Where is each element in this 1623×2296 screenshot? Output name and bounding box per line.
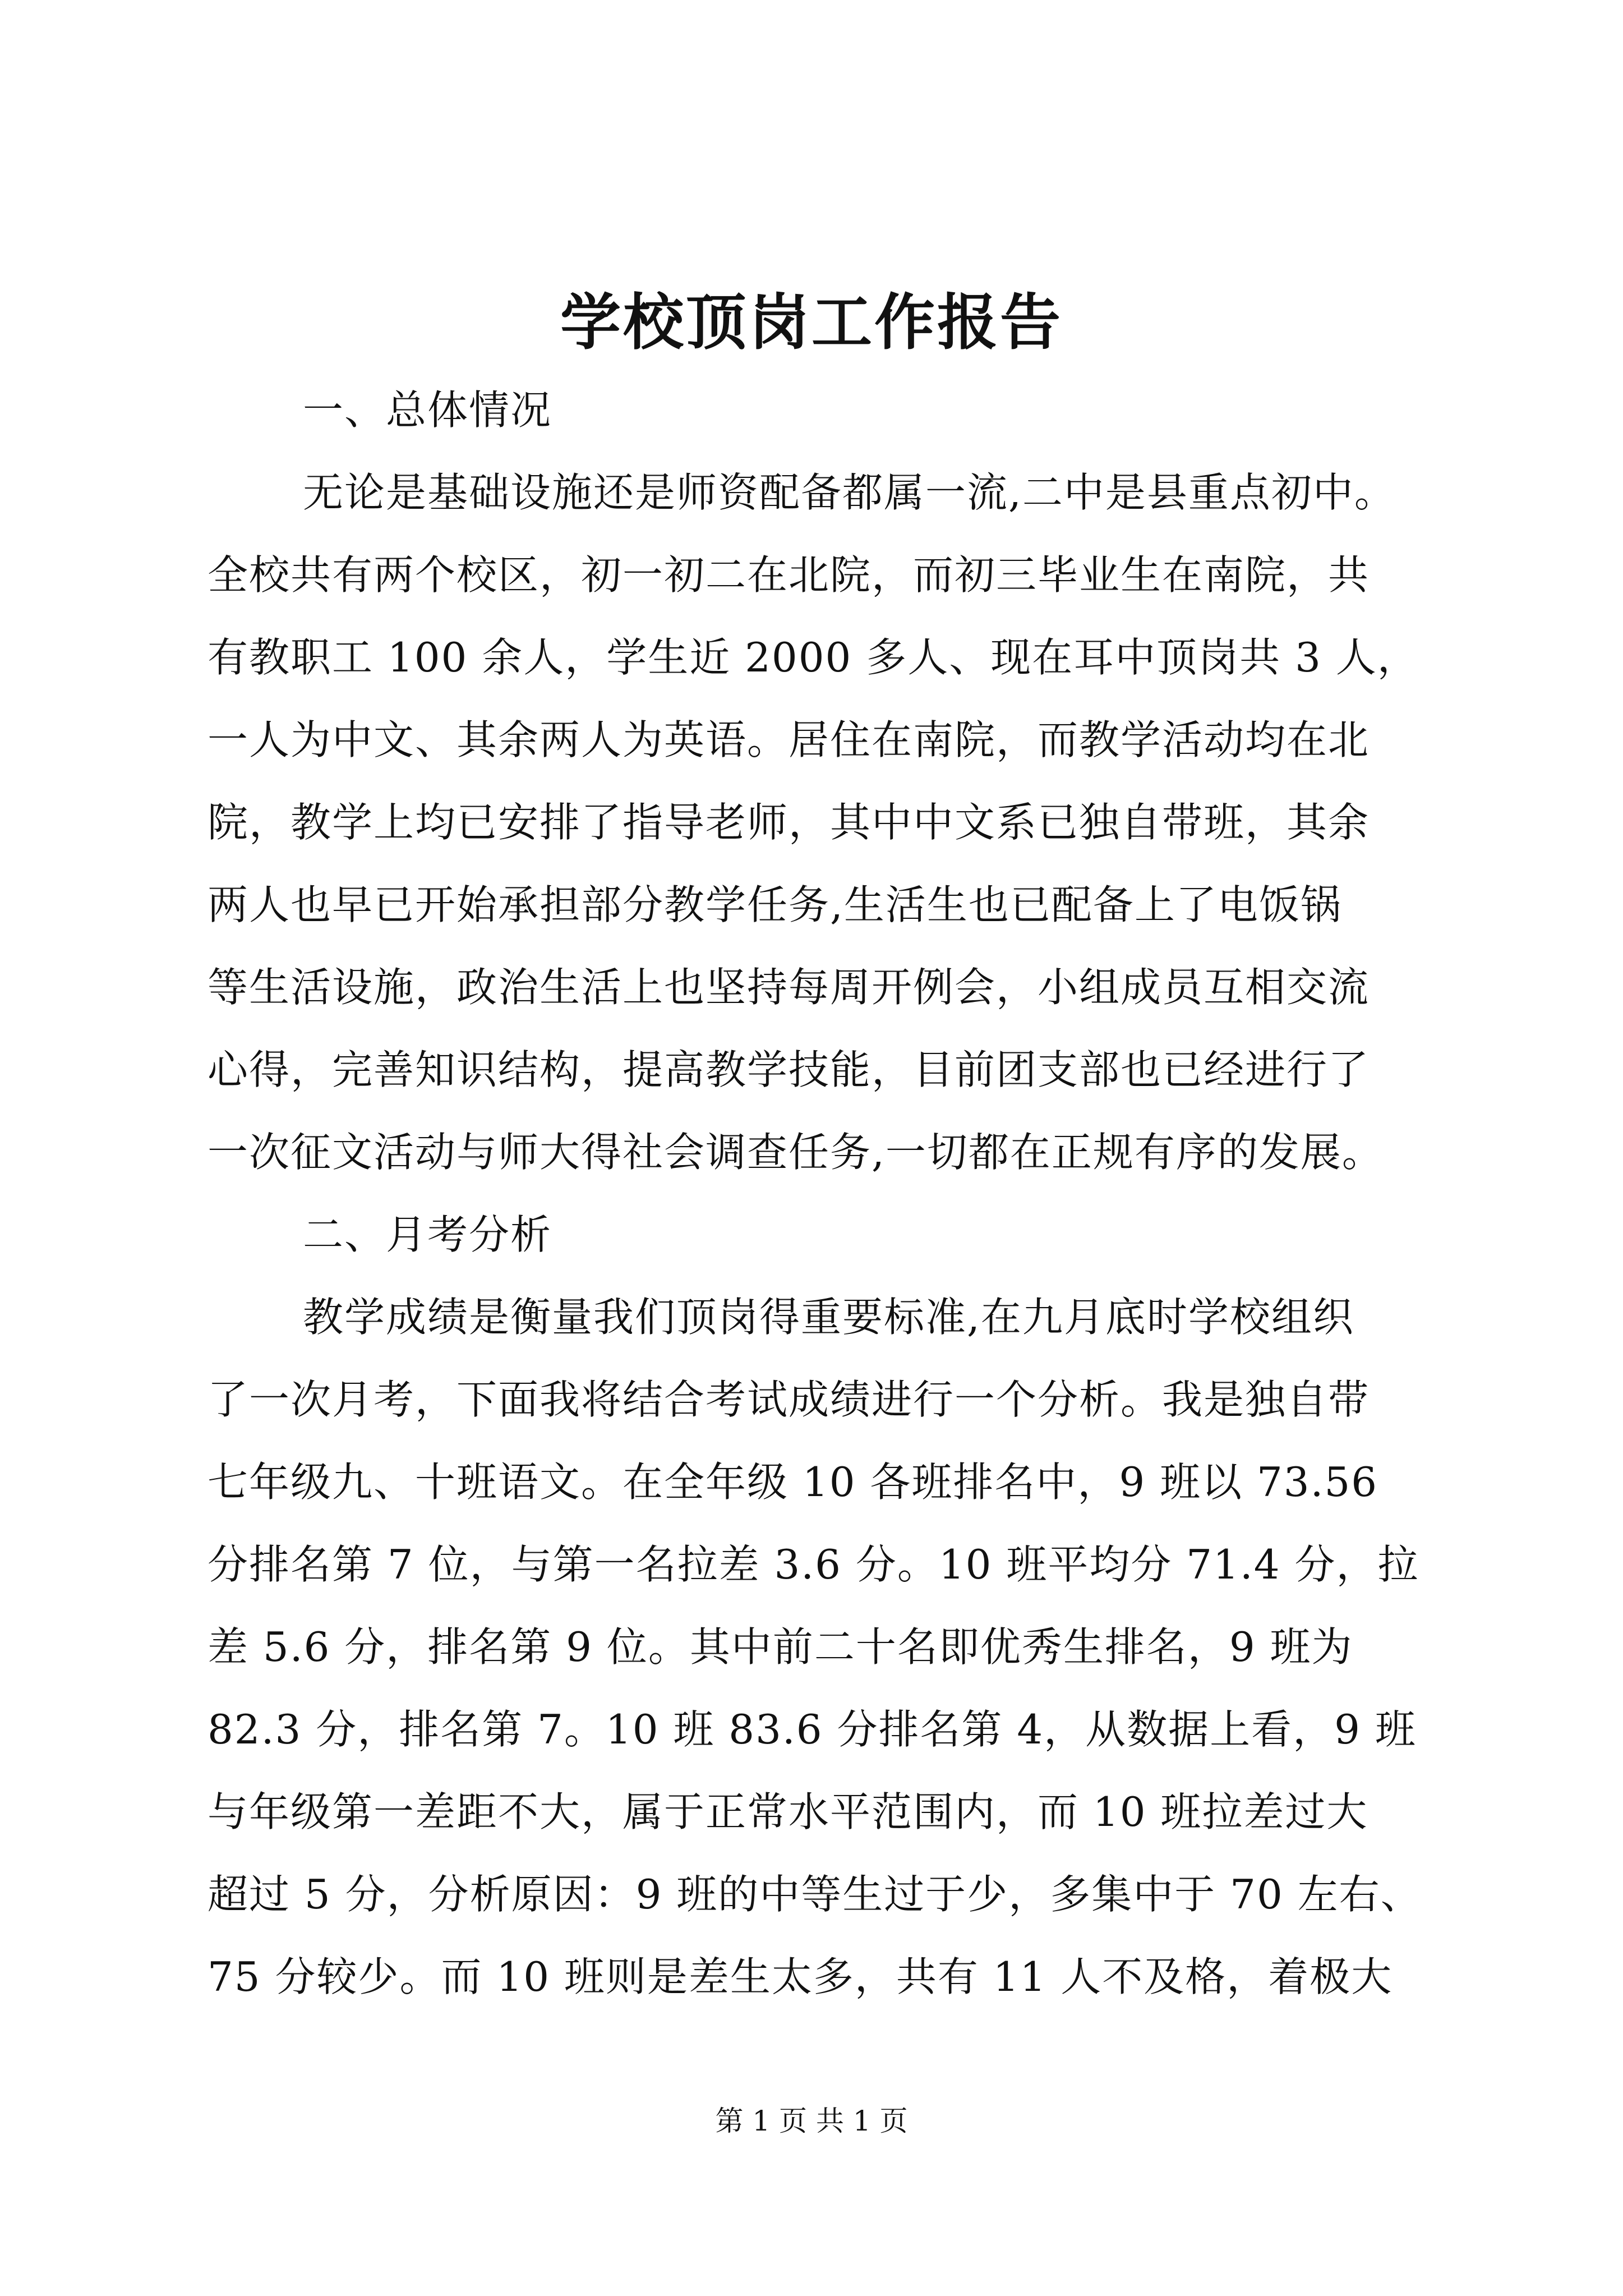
document-body (208, 369, 1436, 2018)
paragraph-line: 82.3 分，排名第 7。10 班 83.6 分排名第 4，从数据上看，9 班 (208, 1706, 1417, 1753)
section-heading: 一、总体情况 (303, 386, 552, 434)
paragraph-line: 了一次月考，下面我将结合考试成绩进行一个分析。我是独自带 (208, 1376, 1370, 1423)
paragraph-line: 七年级九、十班语文。在全年级 10 各班排名中，9 班以 73.56 (208, 1458, 1378, 1506)
paragraph-line: 与年级第一差距不大，属于正常水平范围内，而 10 班拉差过大 (208, 1788, 1368, 1835)
paragraph-line: 超过 5 分，分析原因：9 班的中等生过于少，多集中于 70 左右、 (208, 1871, 1422, 1918)
paragraph-line: 有教职工 100 余人，学生近 2000 多人、现在耳中顶岗共 3 人， (208, 634, 1419, 681)
paragraph-line: 心得，完善知识结构，提高教学技能，目前团支部也已经进行了 (208, 1046, 1370, 1093)
paragraph-line: 两人也早已开始承担部分教学任务,生活生也已配备上了电饭锅 (208, 881, 1342, 928)
paragraph-line: 全校共有两个校区，初一初二在北院，而初三毕业生在南院，共 (208, 551, 1370, 599)
paragraph-line: 院，教学上均已安排了指导老师，其中中文系已独自带班，其余 (208, 799, 1370, 846)
paragraph-line: 分排名第 7 位，与第一名拉差 3.6 分。10 班平均分 71.4 分，拉 (208, 1541, 1419, 1588)
paragraph-line: 一人为中文、其余两人为英语。居住在南院，而教学活动均在北 (208, 716, 1370, 763)
paragraph-line: 教学成绩是衡量我们顶岗得重要标准,在九月底时学校组织 (303, 1294, 1354, 1341)
page-number-footer: 第 1 页 共 1 页 (715, 2105, 908, 2137)
paragraph-line: 一次征文活动与师大得社会调查任务,一切都在正规有序的发展。 (208, 1129, 1384, 1176)
paragraph-line: 差 5.6 分，排名第 9 位。其中前二十名即优秀生排名，9 班为 (208, 1623, 1353, 1671)
document-title: 学校顶岗工作报告 (560, 287, 1063, 358)
section-heading: 二、月考分析 (303, 1211, 552, 1258)
paragraph-line: 等生活设施，政治生活上也坚持每周开例会，小组成员互相交流 (208, 964, 1370, 1011)
paragraph-line: 75 分较少。而 10 班则是差生太多，共有 11 人不及格，着极大 (208, 1953, 1393, 2000)
paragraph-line: 无论是基础设施还是师资配备都属一流,二中是县重点初中。 (303, 469, 1396, 516)
